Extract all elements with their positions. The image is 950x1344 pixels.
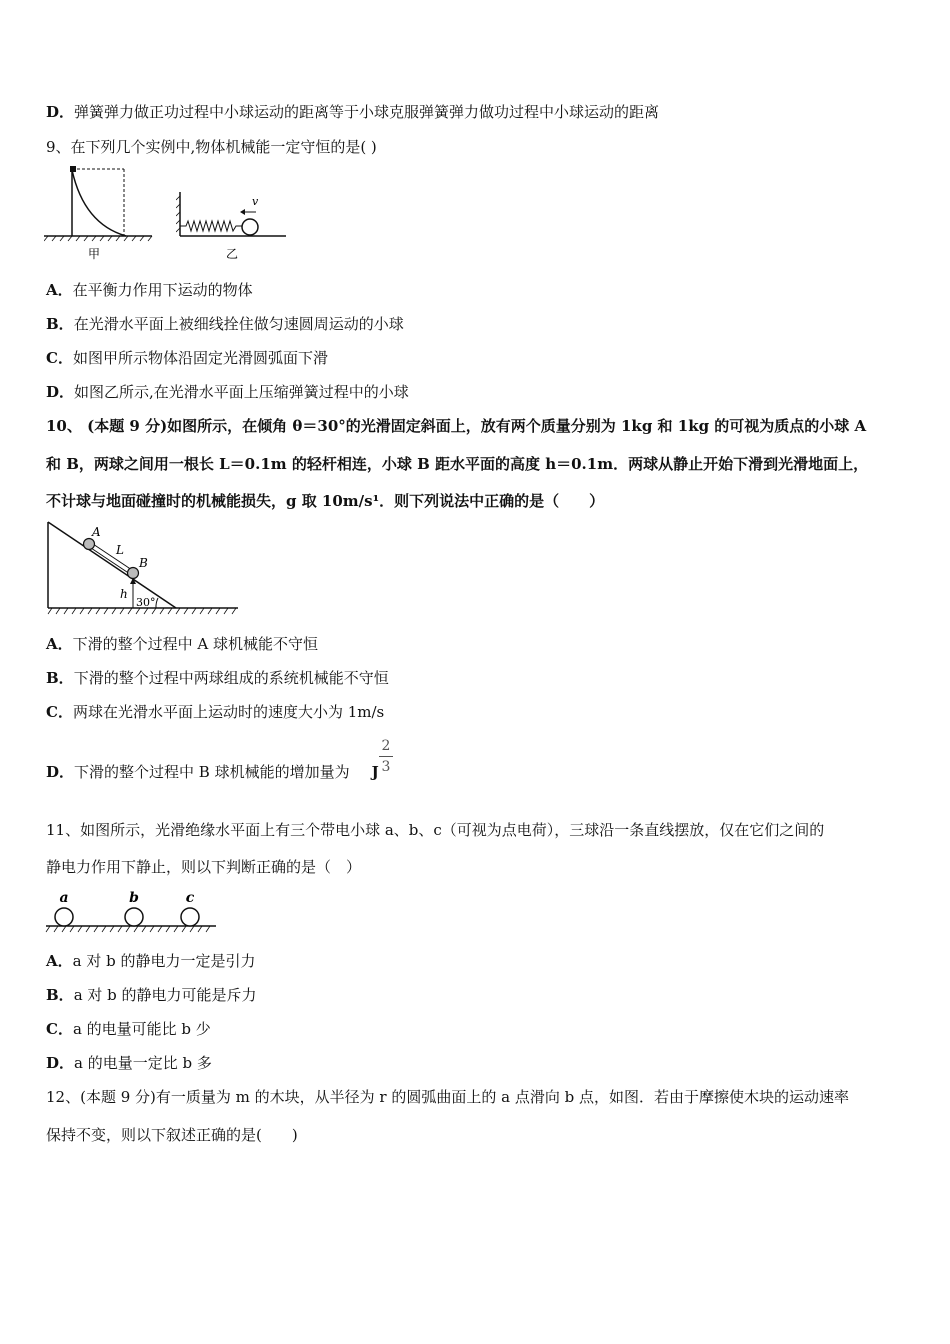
q9-figure-yi [176, 190, 288, 264]
q8-option-d [46, 102, 659, 122]
q10-stem-line3: 不计球与地面碰撞时的机械能损失，g 取 10m/s¹．则下列说法中正确的是（ ） [46, 492, 605, 510]
option-label: A． [46, 952, 73, 970]
option-text: 下滑的整个过程中 B 球机械能的增加量为 [74, 763, 350, 781]
option-text: 弹簧弹力做正功过程中小球运动的距离等于小球克服弹簧弹力做功过程中小球运动的距离 [74, 103, 660, 121]
option-label: D． [46, 1054, 75, 1072]
option-label: C． [46, 1020, 73, 1038]
option-text: 下滑的整个过程中 A 球机械能不守恒 [72, 635, 319, 653]
option-text: 在光滑水平面上被细线拴住做匀速圆周运动的小球 [73, 315, 404, 333]
q10-option-a [46, 634, 318, 654]
ball-b [125, 908, 143, 926]
option-text: a 的电量可能比 b 少 [72, 1020, 211, 1038]
q9-figure-jia [44, 164, 154, 264]
fig-yi-velocity: v [252, 195, 259, 208]
q10-option-b [46, 668, 389, 688]
fig-angle: 30° [136, 596, 156, 609]
option-unit: J [371, 763, 379, 781]
q11-stem-line1: 11、如图所示，光滑绝缘水平面上有三个带电小球 a、b、c（可视为点电荷），三球沿一条直线摆放，仅在它们之间的 [46, 821, 825, 839]
fraction-denominator: 3 [381, 759, 391, 775]
fig-yi-caption: 乙 [225, 247, 239, 261]
ball-c [181, 908, 199, 926]
fig-jia-caption: 甲 [87, 247, 101, 261]
option-text: 如图甲所示物体沿固定光滑圆弧面下滑 [72, 349, 328, 367]
ball-a [55, 908, 73, 926]
q10-option-c [46, 702, 384, 722]
q10-option-d [46, 762, 379, 782]
option-text: 下滑的整个过程中两球组成的系统机械能不守恒 [73, 669, 389, 687]
fig-label-h: h [120, 587, 128, 601]
option-label: A． [46, 635, 73, 653]
q11-option-a [46, 951, 256, 971]
option-label: B． [46, 986, 74, 1004]
q10-incline-figure [44, 520, 240, 620]
option-text: a 对 b 的静电力可能是斥力 [73, 986, 257, 1004]
fig-label-l: L [116, 543, 124, 557]
option-text: 两球在光滑水平面上运动时的速度大小为 1m/s [72, 703, 385, 721]
q9-option-c [46, 348, 328, 368]
q11-option-d [46, 1053, 212, 1073]
option-label: B． [46, 315, 74, 333]
option-text: a 对 b 的静电力一定是引力 [72, 952, 256, 970]
option-label: C． [46, 703, 73, 721]
option-text: 如图乙所示,在光滑水平面上压缩弹簧过程中的小球 [74, 383, 409, 401]
label-a: a [59, 890, 69, 906]
label-b: b [129, 890, 139, 906]
q9-option-d [46, 382, 409, 402]
fraction-two-thirds [379, 738, 393, 775]
q11-stem-line2: 静电力作用下静止，则以下判断正确的是（ ） [46, 858, 362, 876]
option-label: D． [46, 383, 75, 401]
option-label: B． [46, 669, 74, 687]
q12-stem-line2: 保持不变，则以下叙述正确的是( ) [46, 1126, 298, 1144]
option-label: D． [46, 103, 75, 121]
fraction-numerator: 2 [381, 738, 391, 754]
q11-option-c [46, 1019, 211, 1039]
q11-option-b [46, 985, 257, 1005]
option-text: a 的电量一定比 b 多 [74, 1054, 212, 1072]
option-text: 在平衡力作用下运动的物体 [72, 281, 253, 299]
fig-label-b: B [139, 556, 148, 570]
q12-stem-line1: 12、(本题 9 分)有一质量为 m 的木块，从半径为 r 的圆弧曲面上的 a 点滑向 b 点，如图．若由于摩擦使木块的运动速率 [46, 1088, 849, 1106]
q9-option-a [46, 280, 253, 300]
option-label: D． [46, 763, 75, 781]
q10-stem-line1: 10、 (本题 9 分)如图所示，在倾角 θ＝30°的光滑固定斜面上，放有两个质量分别为 1kg 和 1kg 的可视为质点的小球 A [46, 417, 867, 435]
option-label: A． [46, 281, 73, 299]
q10-stem-line2: 和 B，两球之间用一根长 L＝0.1m 的轻杆相连，小球 B 距水平面的高度 h＝0.1m．两球从静止开始下滑到光滑地面上， [46, 455, 869, 473]
q9-option-b [46, 314, 404, 334]
q11-charges-figure [44, 886, 220, 936]
option-label: C． [46, 349, 73, 367]
q9-stem: 9、在下列几个实例中,物体机械能一定守恒的是( ) [46, 138, 377, 156]
label-c: c [185, 890, 195, 906]
fig-label-a: A [92, 525, 101, 539]
